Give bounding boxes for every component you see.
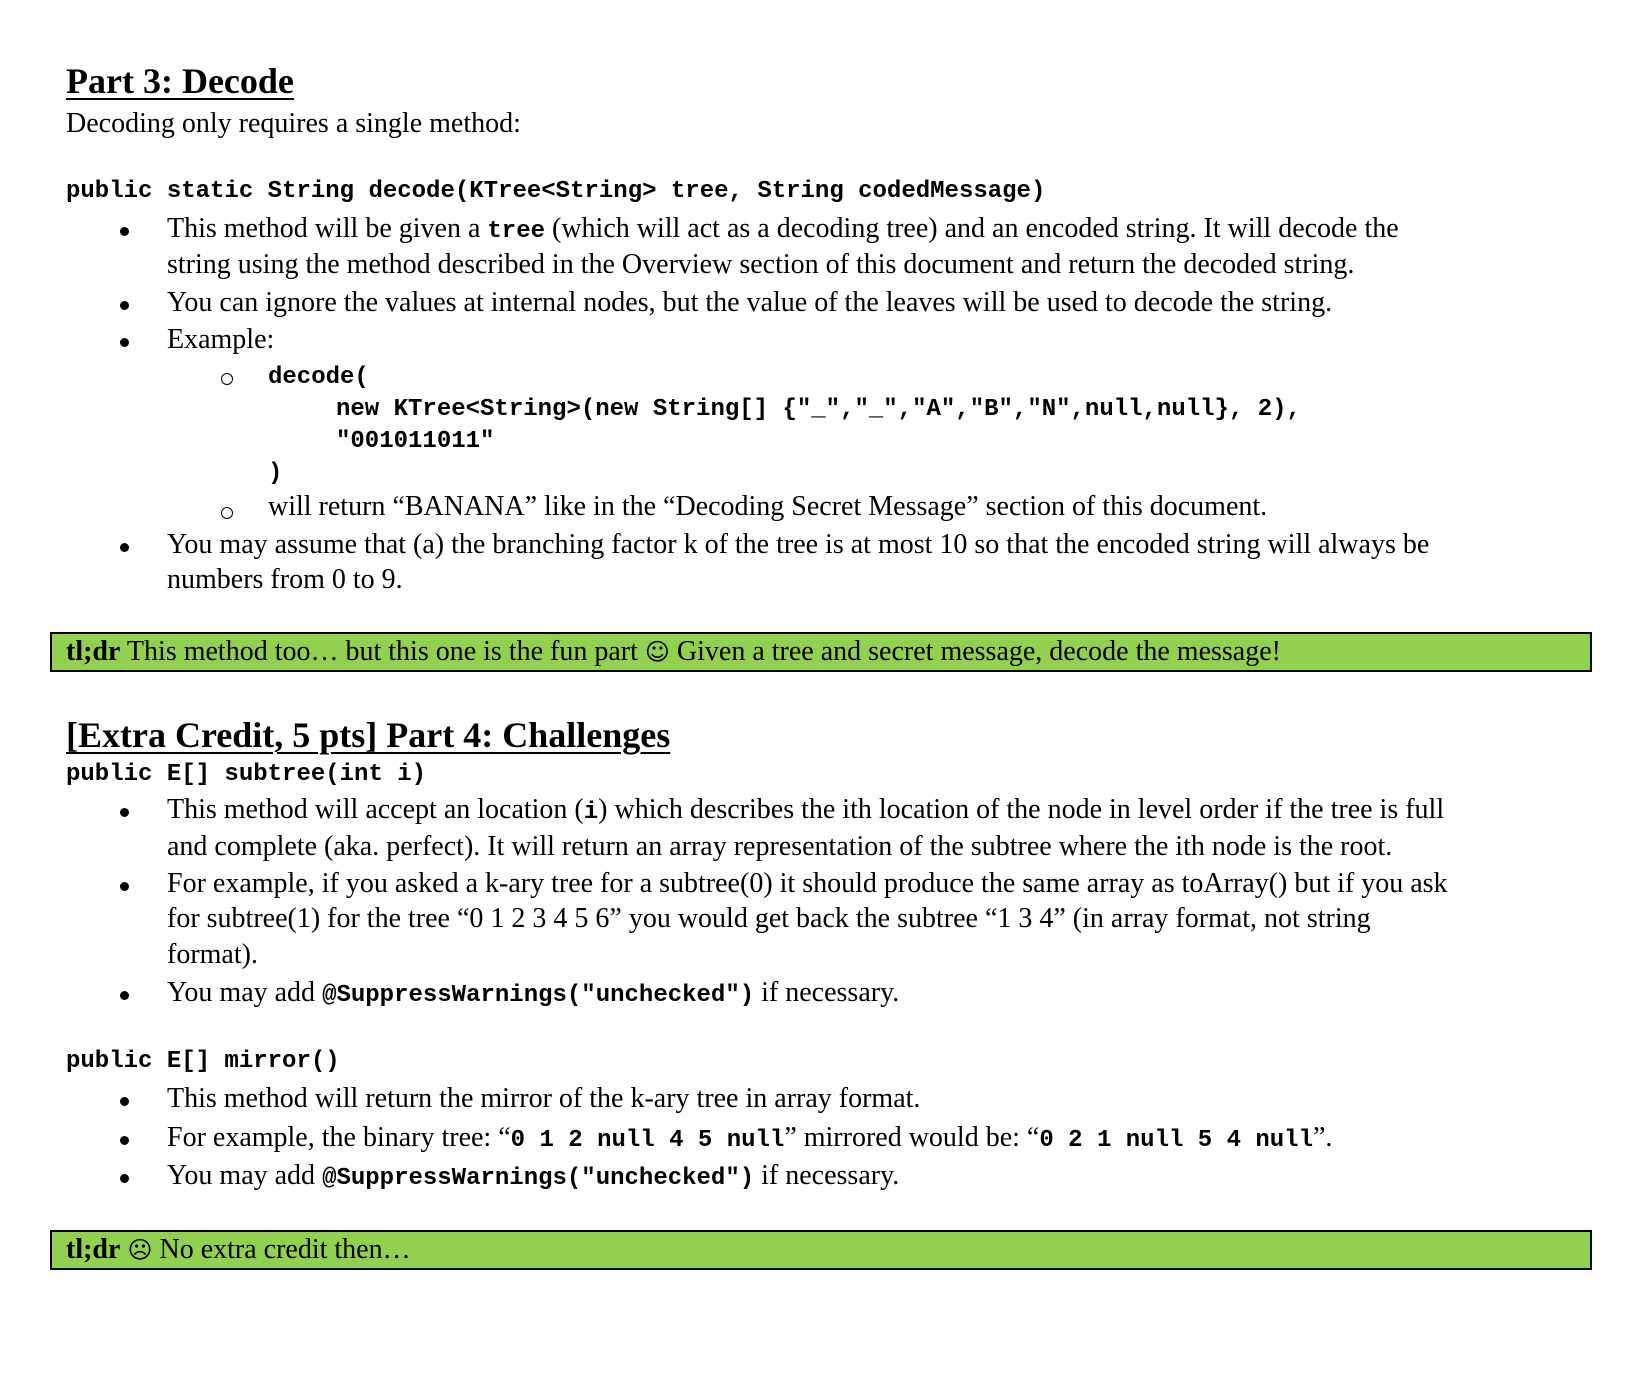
bullet-dot (120, 808, 129, 817)
text: if necessary. (754, 1160, 900, 1191)
sub-bullet-circle (221, 373, 233, 385)
decode-bullet-4-line-1: You may assume that (a) the branching factor k of the tree is at most 10 so that the encoded string will always be (167, 529, 1430, 560)
subtree-bullet-1-line-1 (167, 793, 1444, 830)
tldr-text: Given a tree and secret message, decode the message! (669, 636, 1281, 667)
decode-bullet-4-line-2: numbers from 0 to 9. (167, 564, 403, 595)
text: This method will accept an location ( (167, 794, 584, 825)
decode-signature: public static String decode(KTree<String> tree, String codedMessage) (66, 178, 1046, 205)
tldr-label: tl;dr (66, 1234, 121, 1265)
subtree-signature: public E[] subtree(int i) (66, 761, 427, 788)
decode-bullet-1-line-1 (167, 212, 1399, 249)
text: You may add (167, 1160, 323, 1191)
part3-heading: Part 3: Decode (66, 61, 294, 101)
example-line-2: new KTree<String>(new String[] {"_","_","A","B","N",null,null}, 2), (336, 396, 1301, 423)
bullet-dot (120, 227, 129, 236)
code-tree: tree (487, 218, 545, 245)
example-result: will return “BANANA” like in the “Decoding Secret Message” section of this document. (268, 491, 1268, 522)
subtree-bullet-2-line-3: format). (167, 939, 258, 970)
text: For example, the binary tree: “ (167, 1122, 511, 1153)
subtree-bullet-1-line-2: and complete (aka. perfect). It will return an array representation of the subtree where the ith node is the root. (167, 831, 1393, 862)
text: ” mirrored would be: “ (784, 1122, 1040, 1153)
text: (which will act as a decoding tree) and an encoded string. It will decode the (545, 213, 1399, 244)
text: This method will be given a (167, 213, 488, 244)
code-annotation: @SuppressWarnings("unchecked") (322, 1165, 755, 1192)
mirror-bullet-2 (167, 1121, 1332, 1158)
part4-heading: [Extra Credit, 5 pts] Part 4: Challenges (66, 715, 671, 755)
subtree-bullet-3 (167, 976, 899, 1013)
bullet-dot (120, 301, 129, 310)
part3-intro: Decoding only requires a single method: (66, 108, 521, 139)
code-annotation: @SuppressWarnings("unchecked") (322, 982, 755, 1009)
code-binary-tree: 0 1 2 null 4 5 null (510, 1127, 785, 1154)
tldr-text: No extra credit then… (152, 1234, 411, 1265)
sub-bullet-circle (221, 507, 233, 519)
example-line-1: decode( (268, 364, 369, 391)
text: You may add (167, 977, 323, 1008)
mirror-signature: public E[] mirror() (66, 1048, 340, 1075)
bullet-dot (120, 1097, 129, 1106)
decode-bullet-2: You can ignore the values at internal nodes, but the value of the leaves will be used to decode the string. (167, 287, 1333, 318)
decode-bullet-3: Example: (167, 324, 275, 355)
tldr-label: tl;dr (66, 636, 121, 667)
example-line-3: "001011011" (336, 428, 495, 455)
frown-icon: ☹ (127, 1236, 153, 1264)
text: ) which describes the ith location of the node in level order if the tree is full (598, 794, 1445, 825)
tldr-text: This method too… but this one is the fun part (120, 636, 645, 667)
bullet-dot (120, 1174, 129, 1183)
text: ”. (1313, 1122, 1333, 1153)
bullet-dot (120, 882, 129, 891)
subtree-bullet-2-line-1: For example, if you asked a k-ary tree for a subtree(0) it should produce the same array as toArray() but if you ask (167, 868, 1448, 899)
code-mirrored-tree: 0 2 1 null 5 4 null (1039, 1127, 1313, 1154)
smiley-icon: ☺ (644, 638, 670, 666)
tldr-box-part3 (50, 632, 1592, 672)
bullet-dot (120, 1136, 129, 1145)
decode-bullet-1-line-2: string using the method described in the Overview section of this document and return the decoded string. (167, 249, 1355, 280)
text: if necessary. (754, 977, 900, 1008)
bullet-dot (120, 543, 129, 552)
mirror-bullet-1: This method will return the mirror of the k-ary tree in array format. (167, 1083, 921, 1114)
bullet-dot (120, 338, 129, 347)
bullet-dot (120, 991, 129, 1000)
mirror-bullet-3 (167, 1159, 899, 1196)
code-i: i (583, 799, 599, 826)
example-line-4: ) (268, 460, 283, 487)
tldr-box-part4 (50, 1230, 1592, 1270)
subtree-bullet-2-line-2: for subtree(1) for the tree “0 1 2 3 4 5 6” you would get back the subtree “1 3 4” (in array format, not string (167, 903, 1371, 934)
